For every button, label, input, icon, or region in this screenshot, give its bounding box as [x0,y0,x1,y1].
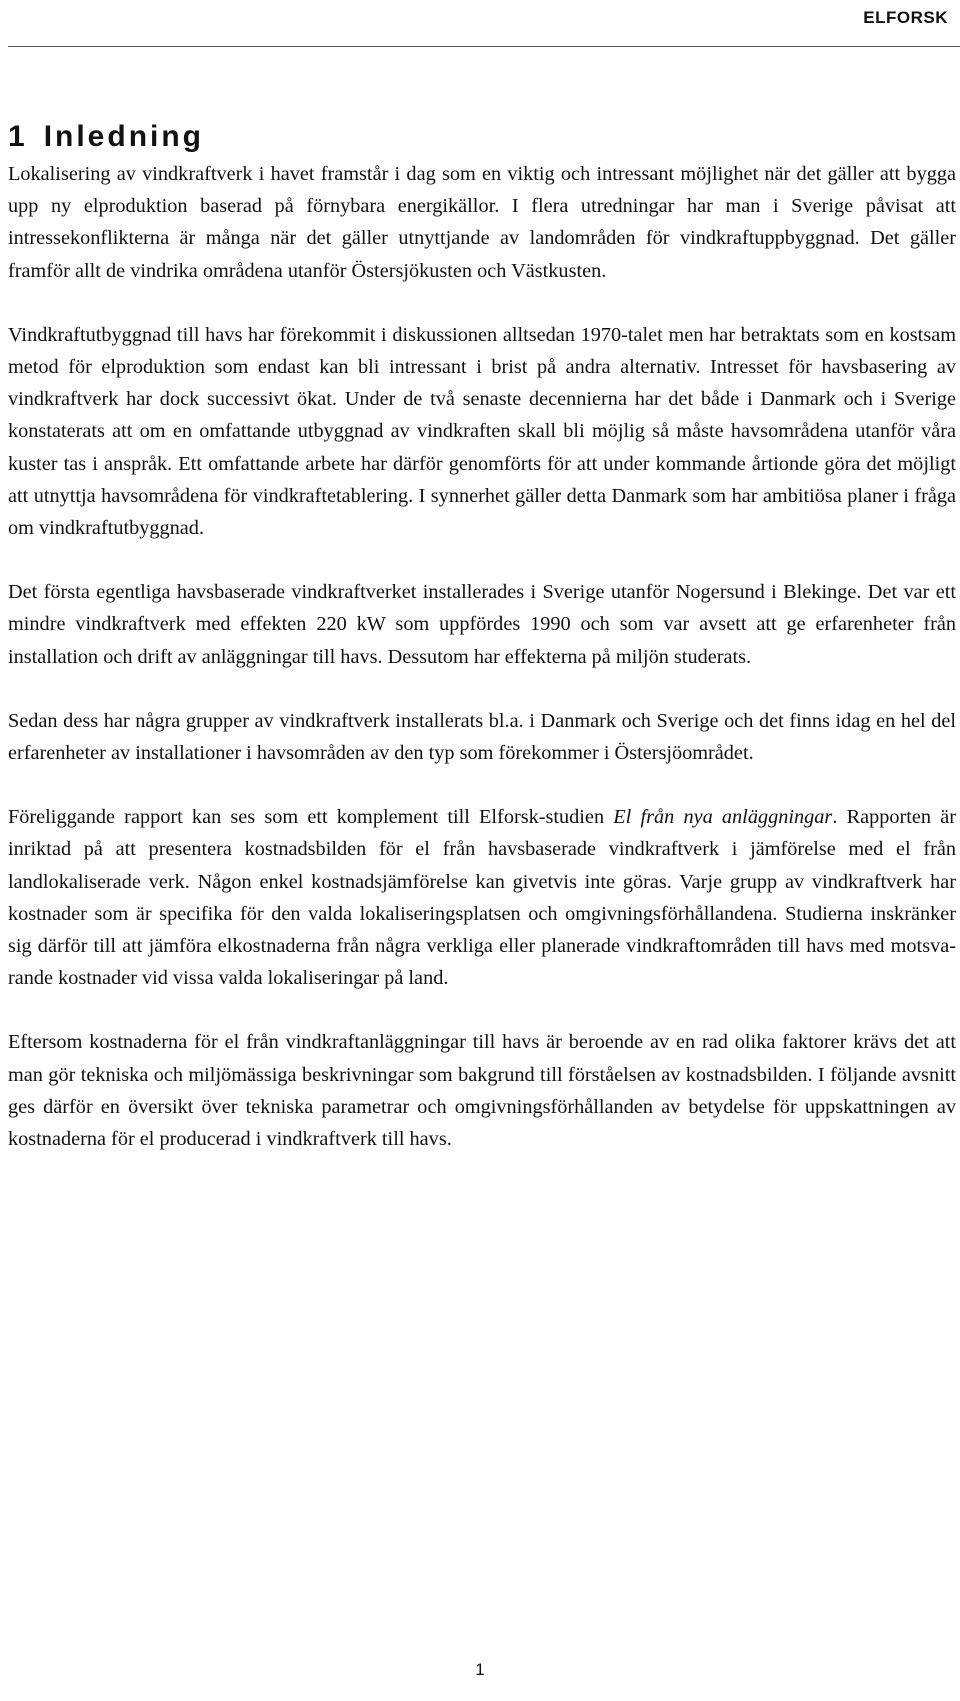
body-text [8,158,956,1155]
header-divider [8,46,960,47]
paragraph: Lokalisering av vindkraftverk i havet framstår i dag som en viktig och intressant möjlighet när det gäller att bygga upp ny elproduktion baserad på förnybara energikällor. I flera utredningar har man i Sverige påvisat att intressekonflikterna är många när det gäller utnyttjande av landområden för vindkraftuppbyggnad. Det gäller framför allt de vindrika områdena utanför Östersjökusten och Västkusten. [8,163,956,282]
paragraph: Det första egentliga havsbaserade vindkraftverket installerades i Sverige utanför Nogersund i Blekinge. Det var ett mindre vindkraftverk med effekten 220 kW som uppfördes 1990 och som var avsett att ge erfarenheter från installation och drift av anläggningar till havs. Dessutom har effekterna på miljön studerats. [8,581,956,668]
page-number: 1 [475,1660,485,1679]
paragraph-text: Föreliggande rapport kan ses som ett komplement till Elforsk-studien [8,806,614,829]
section-number: 1 [8,120,28,153]
paragraph-text: . Rapporten är inriktad på att presentera kostnadsbilden för el från havsbaserade vindkraftverk i jämförelse med el från landlokaliserade verk. Någon enkel kostnadsjämförelse kan givetvis inte göras. Varje grupp av vindkraftverk har kostnader som är specifika för den valda lokaliseringsplatsen och omgivningsförhållandena. Studierna inskränker sig därför till att jämföra elkostnaderna från några verkliga eller planerade vindkraftområden till havs med motsvarande kostnader vid vissa valda lokaliseringar på land. [8,806,956,990]
paragraph: Sedan dess har några grupper av vindkraftverk installerats bl.a. i Danmark och Sverige och det finns idag en hel del erfarenheter av installationer i havsområden av den typ som förekommer i Östersjöområdet. [8,709,956,765]
paragraph: Vindkraftutbyggnad till havs har förekommit i diskussionen alltsedan 1970-talet men har betraktats som en kostsam metod för elproduktion som endast kan bli intressant i brist på andra alternativ. Intresset för havsbasering av vindkraftverk har dock successivt ökat. Under de två senaste decennierna har det både i Danmark och i Sverige konstaterats att om en omfattande utbyggnad av vindkraften skall bli möjlig så måste havsområdena utanför våra kuster tas i anspråk. Ett omfattande arbete har därför genomförts för att under kommande årtionde göra det möjligt att utnyttja havsområdena för vindkraftetablering. I synnerhet gäller detta Danmark som har ambitiösa planer i fråga om vindkraftutbyggnad. [8,323,956,540]
cited-report-title: El från nya anläggningar [613,806,833,829]
section-heading [8,120,204,154]
section-title: Inledning [43,120,205,153]
document-header-label: ELFORSK [863,8,948,27]
paragraph: Eftersom kostnaderna för el från vindkraftanläggningar till havs är beroende av en rad olika faktorer krävs det att man gör tekniska och miljömässiga beskrivningar som bakgrund till förståelsen av kostnadsbilden. I följande avsnitt ges därför en översikt över tekniska parametrar och omgivningsförhållanden av betydelse för uppskattningen av kostnaderna för el producerad i vindkraftverk till havs. [8,1031,956,1151]
paragraph [8,801,956,994]
